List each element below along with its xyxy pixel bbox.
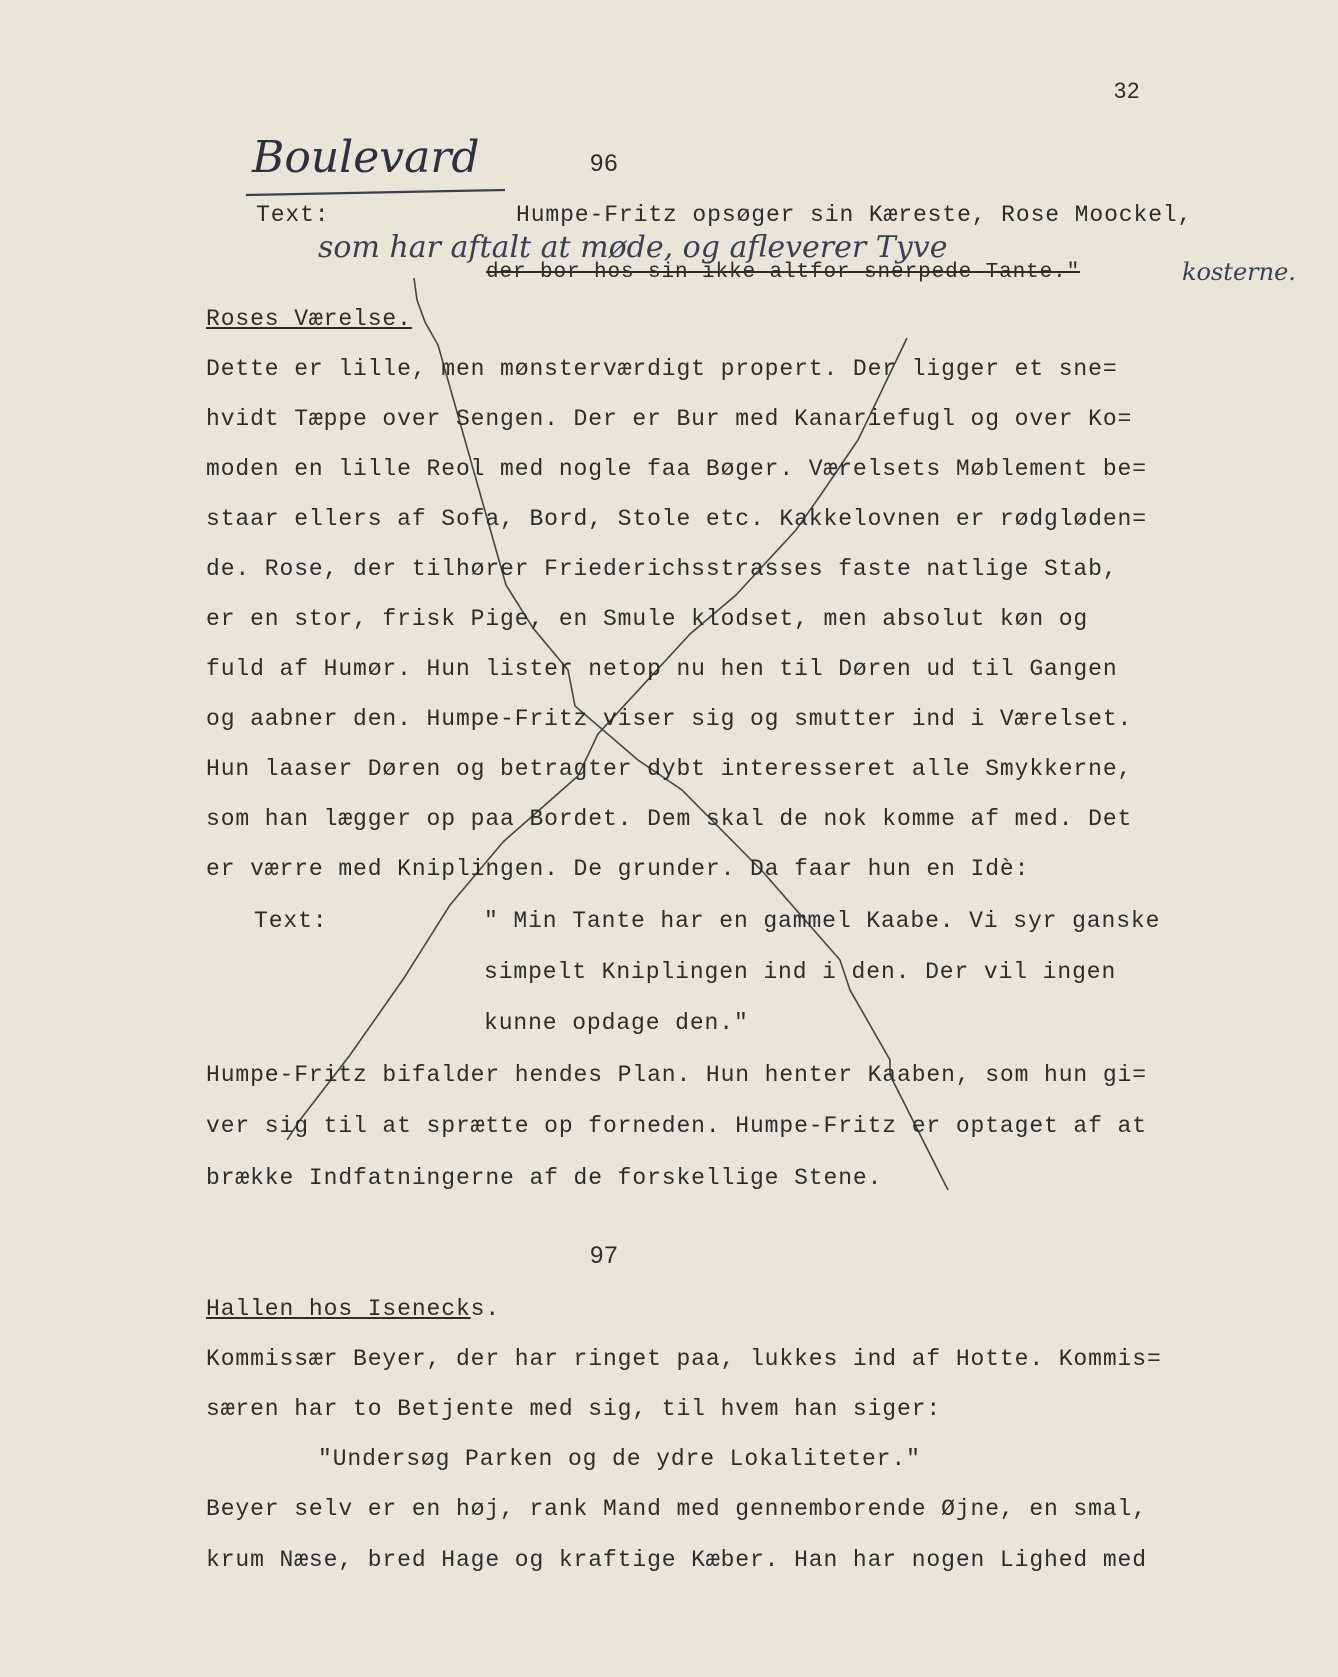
struck-through-line: der bor hos sin ikke altfor snerpede Tante." (486, 261, 1081, 284)
quote-line: "Undersøg Parken og de ydre Lokaliteter." (318, 1446, 921, 1472)
body-line: staar ellers af Sofa, Bord, Stole etc. Kakkelovnen er rødgløden= (206, 506, 1147, 532)
dialogue-line: " Min Tante har en gammel Kaabe. Vi syr ganske (484, 908, 1161, 934)
body-line: særen har to Betjente med sig, til hvem han siger: (206, 1396, 942, 1422)
scene-heading (206, 1298, 500, 1321)
body-line: Hun laaser Døren og betragter dybt interesseret alle Smykkerne, (206, 756, 1133, 782)
page-number: 32 (1114, 78, 1141, 103)
body-line: krum Næse, bred Hage og kraftige Kæber. Han har nogen Lighed med (206, 1547, 1147, 1573)
body-line: ver sig til at sprætte op forneden. Humpe-Fritz er optaget af at (206, 1113, 1147, 1139)
scene-heading: Roses Værelse. (206, 306, 412, 332)
body-line: brække Indfatningerne af de forskellige Stene. (206, 1165, 883, 1191)
body-line: Dette er lille, men mønsterværdigt propert. Der ligger et sne= (206, 356, 1118, 382)
body-line: er værre med Kniplingen. De grunder. Da faar hun en Idè: (206, 856, 1030, 882)
body-line: som han lægger op paa Bordet. Dem skal de nok komme af med. Det (206, 806, 1133, 832)
dialogue-line: simpelt Kniplingen ind i den. Der vil ingen (484, 959, 1117, 985)
body-line: moden en lille Reol med nogle faa Bøger. Værelsets Møblement be= (206, 456, 1147, 482)
dialogue-line: kunne opdage den." (484, 1010, 749, 1036)
body-line: fuld af Humør. Hun lister netop nu hen til Døren ud til Gangen (206, 656, 1118, 682)
text-label: Text: (254, 908, 328, 934)
scene-number-97: 97 (590, 1242, 619, 1269)
scene-heading-text: Hallen hos Iseneck (206, 1296, 471, 1322)
handwritten-insertion: som har aftalt at møde, og afleverer Tyve (318, 230, 948, 265)
body-line: Kommissær Beyer, der har ringet paa, lukkes ind af Hotte. Kommis= (206, 1346, 1162, 1372)
scene-heading-end: s. (470, 1296, 501, 1322)
body-line: hvidt Tæppe over Sengen. Der er Bur med Kanariefugl og over Ko= (206, 406, 1133, 432)
body-line: er en stor, frisk Pige, en Smule klodset, men absolut køn og (206, 606, 1089, 632)
body-line: Humpe-Fritz bifalder hendes Plan. Hun henter Kaaben, som hun gi= (206, 1062, 1147, 1088)
body-line: Beyer selv er en høj, rank Mand med gennemborende Øjne, en smal, (206, 1496, 1147, 1522)
handwritten-title: Boulevard (252, 132, 480, 183)
body-line: de. Rose, der tilhører Friederichsstrasses faste natlige Stab, (206, 556, 1118, 582)
body-line: og aabner den. Humpe-Fritz viser sig og smutter ind i Værelset. (206, 706, 1133, 732)
handwritten-insertion-end: kosterne. (1182, 258, 1296, 286)
scene-number-96: 96 (590, 150, 619, 177)
text-label: Text: (256, 202, 330, 228)
handwritten-underline-stroke (246, 190, 505, 195)
text-line: Humpe-Fritz opsøger sin Kæreste, Rose Moockel, (516, 202, 1193, 228)
